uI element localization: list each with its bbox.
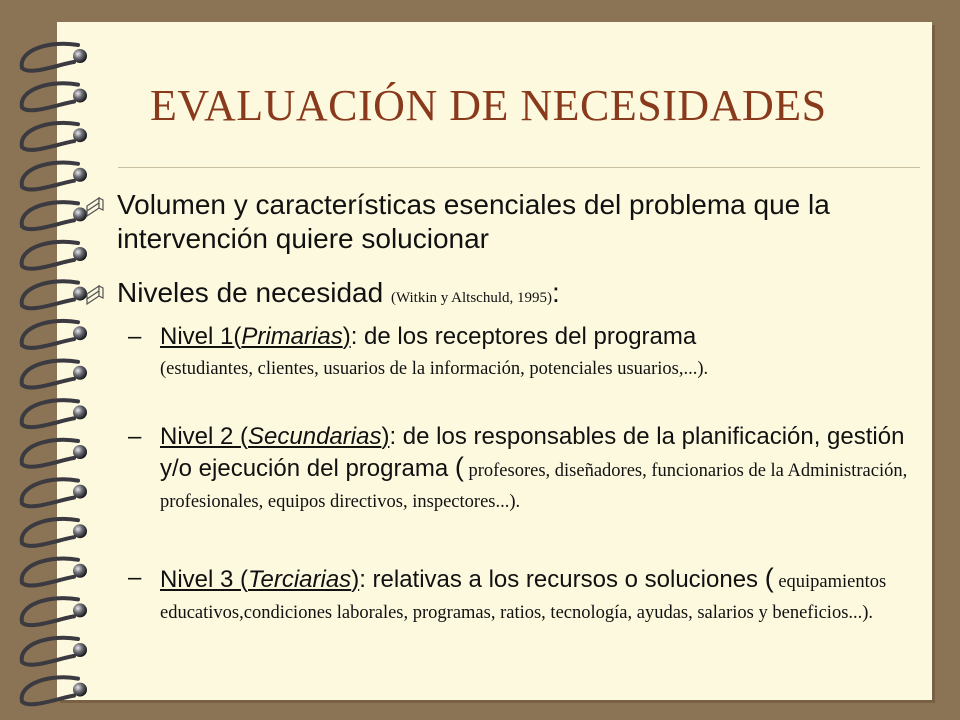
level-dash: – bbox=[128, 423, 142, 450]
level-dash: – bbox=[128, 323, 142, 350]
bullet-text: Niveles de necesidad bbox=[117, 277, 384, 308]
binding-ring bbox=[22, 440, 78, 467]
level-name: Nivel 2 bbox=[160, 423, 241, 450]
binding-ring-knob bbox=[73, 603, 87, 617]
level-description: : relativas a los recursos o soluciones bbox=[359, 566, 765, 593]
binding-ring bbox=[22, 44, 78, 71]
bullet-arrow-icon bbox=[84, 195, 106, 217]
level-detail: (estudiantes, clientes, usuarios de la información, potenciales usuarios,...). bbox=[160, 359, 709, 379]
binding-ring bbox=[22, 638, 78, 665]
spiral-binding bbox=[0, 0, 110, 720]
binding-ring-knob bbox=[73, 683, 87, 697]
binding-ring bbox=[22, 242, 78, 269]
binding-ring bbox=[22, 598, 78, 625]
detail-paren-open: ( bbox=[454, 452, 464, 482]
binding-ring bbox=[22, 677, 78, 704]
binding-ring bbox=[22, 559, 78, 586]
bullet-volume bbox=[117, 188, 917, 256]
level-description: : de los responsables de la planificación, gestión y/o ejecución del programa bbox=[160, 423, 905, 482]
bullet-levels bbox=[117, 276, 917, 315]
detail-paren-open: ( bbox=[764, 563, 774, 593]
level-category: Secundarias bbox=[248, 423, 382, 450]
citation: (Witkin y Altschuld, 1995) bbox=[390, 290, 553, 306]
level-name: Nivel 3 bbox=[160, 566, 241, 593]
level-paren-open: ( bbox=[240, 423, 249, 450]
bullet-text: Volumen y características esenciales del problema que la intervención quiere solucionar bbox=[117, 189, 830, 254]
level-category: Terciarias bbox=[248, 566, 352, 593]
level-paren-open: ( bbox=[233, 323, 242, 350]
title-divider bbox=[118, 167, 920, 168]
bullet-suffix: : bbox=[552, 277, 560, 308]
binding-ring-knob bbox=[73, 405, 87, 419]
level-label bbox=[160, 566, 359, 593]
binding-ring bbox=[22, 400, 78, 427]
binding-ring bbox=[22, 83, 78, 110]
level-description: : de los receptores del programa bbox=[350, 323, 697, 350]
level-paren-close: ) bbox=[351, 566, 360, 593]
level-item-2 bbox=[128, 422, 920, 516]
level-label bbox=[160, 423, 389, 450]
level-item-3 bbox=[128, 563, 920, 627]
binding-ring-knob bbox=[73, 89, 87, 103]
level-detail: equipamientos educativos,condiciones laborales, programas, ratios, tecnología, ayudas, salarios y beneficios...). bbox=[160, 572, 887, 623]
level-detail: profesores, diseñadores, funcionarios de la Administración, profesionales, equipos directivos, inspectores...). bbox=[160, 461, 908, 512]
level-paren-close: ) bbox=[381, 423, 390, 450]
binding-ring-knob bbox=[73, 485, 87, 499]
binding-ring bbox=[22, 202, 78, 229]
binding-ring bbox=[22, 321, 78, 348]
level-dash: – bbox=[128, 564, 142, 591]
binding-ring bbox=[22, 163, 78, 190]
level-item-1 bbox=[128, 322, 920, 383]
binding-ring-knob bbox=[73, 643, 87, 657]
binding-ring-knob bbox=[73, 366, 87, 380]
level-label bbox=[160, 323, 351, 350]
binding-ring-knob bbox=[73, 445, 87, 459]
binding-ring-knob bbox=[73, 524, 87, 538]
binding-ring bbox=[22, 519, 78, 546]
binding-ring-knob bbox=[73, 247, 87, 261]
binding-ring-knob bbox=[73, 326, 87, 340]
level-paren-close: ) bbox=[342, 323, 351, 350]
bullet-arrow-icon bbox=[84, 283, 106, 305]
level-category: Primarias bbox=[241, 323, 343, 350]
binding-ring bbox=[22, 361, 78, 388]
binding-ring bbox=[22, 123, 78, 150]
level-paren-open: ( bbox=[240, 566, 249, 593]
binding-ring bbox=[22, 479, 78, 506]
binding-ring-knob bbox=[73, 49, 87, 63]
binding-ring-knob bbox=[73, 564, 87, 578]
slide-title: EVALUACIÓN DE NECESIDADES bbox=[150, 81, 827, 130]
binding-ring-knob bbox=[73, 168, 87, 182]
level-name: Nivel 1 bbox=[160, 323, 234, 350]
binding-ring bbox=[22, 281, 78, 308]
binding-ring-knob bbox=[73, 128, 87, 142]
